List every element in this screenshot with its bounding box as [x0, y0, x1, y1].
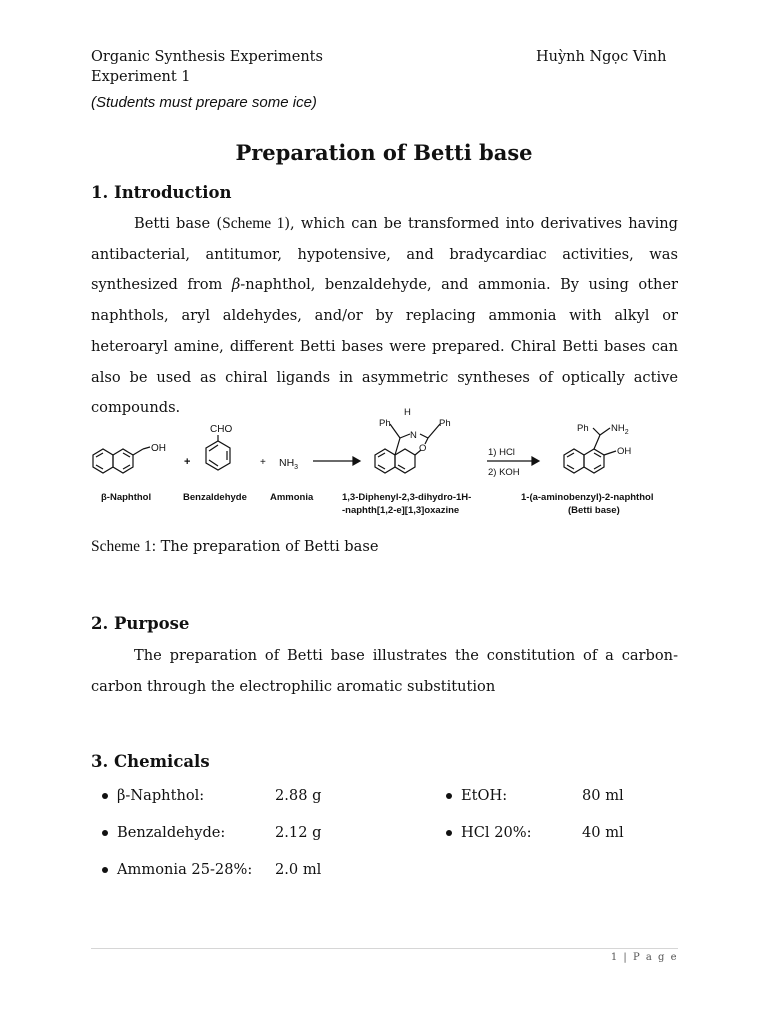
- scheme-caption: Scheme 1: The preparation of Betti base: [91, 538, 379, 555]
- oxazine-n: N: [410, 430, 417, 441]
- label-oxazine-line2: -naphth[1,2-e][1,3]oxazine: [342, 505, 460, 516]
- chemical-amount: 2.88 g: [275, 787, 322, 804]
- header-left: [91, 47, 323, 87]
- naphthol-structure: [93, 447, 150, 473]
- plus-sign-1: +: [184, 456, 191, 468]
- oxazine-ph-right: Ph: [439, 418, 451, 429]
- oxazine-o: O: [419, 443, 427, 454]
- chemical-item: HCl 20%:: [446, 824, 532, 841]
- betti-oh: OH: [617, 446, 632, 457]
- intro-heading: 1. Introduction: [91, 183, 232, 202]
- betti-ph: Ph: [577, 423, 589, 434]
- caption-label: Scheme 1:: [91, 538, 156, 555]
- bullet-icon: [446, 793, 452, 799]
- naphthol-oh: OH: [151, 443, 166, 454]
- bullet-icon: [102, 793, 108, 799]
- bullet-icon: [446, 830, 452, 836]
- chemicals-heading: 3. Chemicals: [91, 752, 210, 771]
- chemical-item: Ammonia 25-28%:: [102, 861, 252, 878]
- benzaldehyde-structure: [206, 435, 230, 470]
- benzaldehyde-cho: CHO: [210, 424, 233, 435]
- label-oxazine-line1: 1,3-Diphenyl-2,3-dihydro-1H-: [342, 492, 472, 503]
- footer-divider: [91, 948, 678, 949]
- ice-note: (Students must prepare some ice): [91, 94, 317, 111]
- page-title: Preparation of Betti base: [235, 140, 533, 165]
- label-benzaldehyde: Benzaldehyde: [183, 492, 247, 503]
- chemical-amount: 2.12 g: [275, 824, 322, 841]
- betti-base-structure: [564, 428, 616, 473]
- step-1: 1) HCl: [488, 447, 515, 458]
- oxazine-structure: [375, 424, 440, 473]
- chemical-item: Benzaldehyde:: [102, 824, 225, 841]
- step-2: 2) KOH: [488, 467, 520, 478]
- purpose-paragraph: The preparation of Betti base illustrates the constitution of a carbon-carbon through the electrophilic aromatic substitution: [91, 647, 678, 695]
- chemical-amount: 2.0 ml: [275, 861, 322, 878]
- chemical-amount: 40 ml: [582, 824, 624, 841]
- label-naphthol: β-Naphthol: [101, 492, 152, 503]
- intro-paragraph: Betti base (Scheme 1), which can be transformed into derivatives having antibacterial, antitumor, hypotensive, and bradycardiac activities, was synthesized from β-naphthol, benzaldehyde, and ammonia. By using other naphthols, aryl aldehydes, and/or by replacing ammonia with alkyl or heteroaryl amine, different Betti bases were prepared. Chiral Betti bases can also be used as chiral ligands in asymmetric syntheses of optically active compounds.: [91, 215, 679, 417]
- chemical-item: EtOH:: [446, 787, 507, 804]
- oxazine-ph-left: Ph: [379, 418, 391, 429]
- label-ammonia: Ammonia: [270, 492, 314, 503]
- chemical-item: β-Naphthol:: [102, 787, 204, 804]
- scheme-reference: Scheme 1: [222, 215, 285, 232]
- bullet-icon: [102, 867, 108, 873]
- ammonia-formula: $NH_3$: [279, 457, 299, 471]
- page-number: 1 | P a g e: [610, 952, 678, 963]
- oxazine-h: H: [404, 407, 411, 418]
- reaction-scheme: [88, 402, 688, 524]
- author-name: Huỳnh Ngọc Vinh: [536, 49, 667, 65]
- experiment-number: Experiment 1: [91, 69, 191, 85]
- label-betti-line1: 1-(a-aminobenzyl)-2-naphthol: [521, 492, 654, 503]
- betti-nh2: $NH_2$: [611, 423, 629, 436]
- plus-sign-2: +: [260, 457, 266, 468]
- purpose-heading: 2. Purpose: [91, 614, 190, 633]
- chemical-amount: 80 ml: [582, 787, 624, 804]
- label-betti-line2: (Betti base): [568, 505, 620, 516]
- course-title: Organic Synthesis Experiments: [91, 49, 323, 65]
- bullet-icon: [102, 830, 108, 836]
